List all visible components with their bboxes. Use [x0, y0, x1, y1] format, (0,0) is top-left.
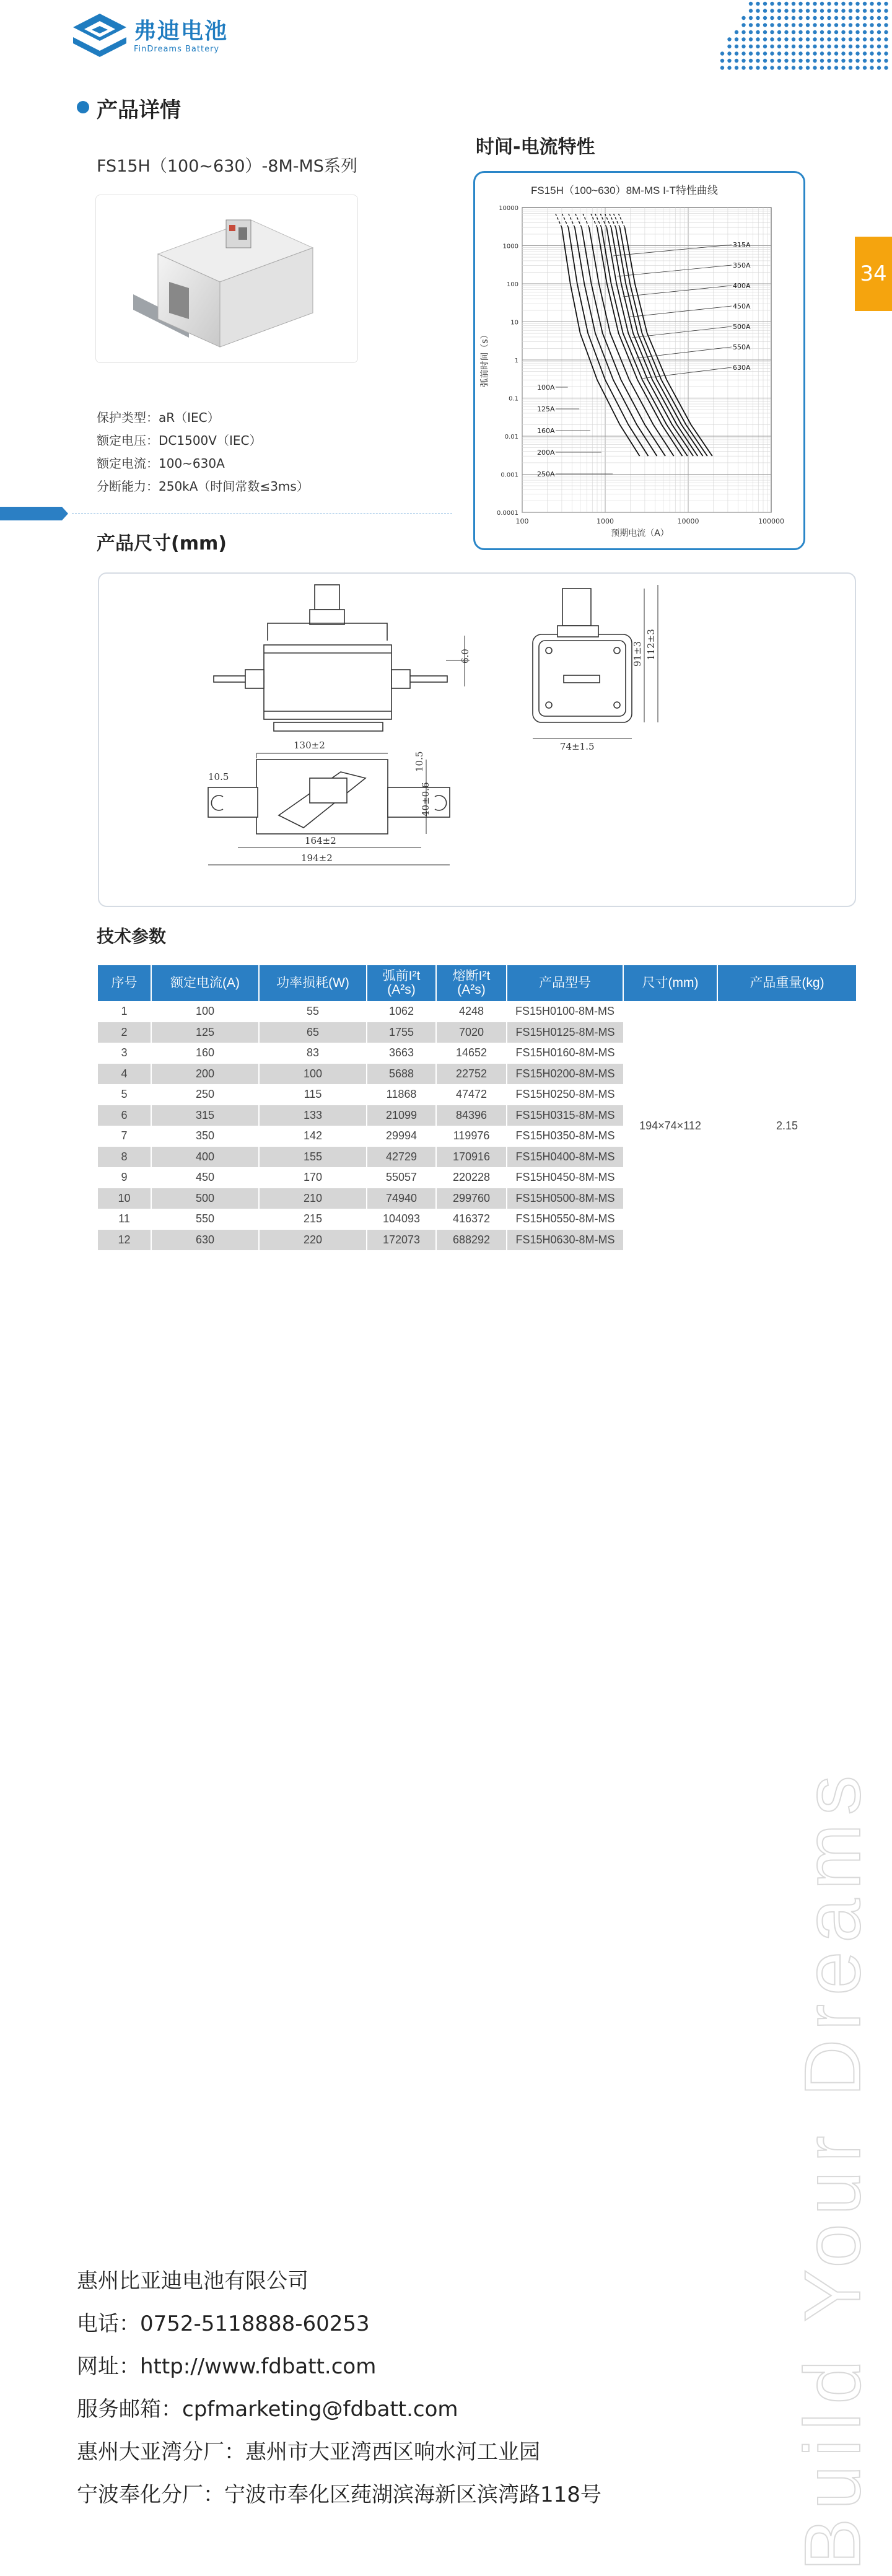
table-cell: 172073 [367, 1230, 436, 1251]
table-cell: 125 [151, 1022, 259, 1043]
header-power-loss: 功率损耗(W) [259, 965, 367, 1001]
x-tick-label: 1000 [597, 517, 614, 525]
table-cell: 4 [98, 1064, 151, 1085]
table-cell-weight: 2.15 [717, 1001, 856, 1250]
table-cell: 14652 [436, 1043, 507, 1064]
table-cell: 9 [98, 1167, 151, 1188]
table-cell: 55057 [367, 1167, 436, 1188]
email-link[interactable]: 服务邮箱：cpfmarketing@fdbatt.com [77, 2397, 458, 2422]
table-cell: 550 [151, 1209, 259, 1230]
dimension-drawing [98, 572, 856, 907]
x-tick-label: 100 [515, 517, 529, 525]
website-link[interactable]: 网址：http://www.fdbatt.com [77, 2354, 377, 2379]
table-cell: 8 [98, 1147, 151, 1168]
table-cell: 84396 [436, 1105, 507, 1126]
brand-name-en: FinDreams Battery [134, 44, 220, 54]
branch-address: 惠州大亚湾分厂：惠州市大亚湾西区响水河工业园 [77, 2440, 540, 2464]
table-cell: 100 [151, 1001, 259, 1022]
detail-heading: 产品详情 [97, 98, 181, 123]
table-cell: 400 [151, 1147, 259, 1168]
table-cell: 2 [98, 1022, 151, 1043]
dimension-label: 40±0.6 [420, 782, 431, 817]
x-tick-label: 100000 [758, 517, 784, 525]
dimension-label: 112±3 [645, 629, 657, 660]
table-heading: 技术参数 [97, 926, 167, 947]
table-cell: 155 [259, 1147, 367, 1168]
dimension-label: 194±2 [301, 852, 333, 864]
y-tick-label: 1 [514, 357, 518, 364]
header-weight: 产品重量(kg) [717, 965, 856, 1001]
y-tick-label: 0.01 [504, 434, 518, 440]
chart-x-axis-label: 预期电流（A） [611, 528, 669, 538]
series-label: 630A [733, 364, 751, 372]
series-label: 500A [733, 323, 751, 331]
table-cell: FS15H0450-8M-MS [515, 1171, 615, 1184]
table-cell: 5688 [367, 1064, 436, 1085]
table-cell: 416372 [436, 1209, 507, 1230]
series-label: 350A [733, 261, 751, 269]
svg-text:Build Your Dreams: Build Your Dreams [789, 1766, 877, 2571]
table-cell: 104093 [367, 1209, 436, 1230]
table-header-row [98, 965, 856, 1001]
series-label: 250A [537, 470, 555, 478]
series-label: 315A [733, 241, 751, 249]
dimension-label: 164±2 [305, 835, 336, 846]
table-cell: 350 [151, 1126, 259, 1147]
series-label: 550A [733, 343, 751, 351]
y-tick-label: 0.1 [509, 395, 518, 403]
table-cell: 42729 [367, 1147, 436, 1168]
series-name: FS15H（100~630）-8M-MS系列 [97, 157, 357, 176]
spec-item: 额定电压：DC1500V（IEC） [97, 433, 262, 448]
series-label: 400A [733, 282, 751, 290]
table-cell: 170916 [436, 1147, 507, 1168]
table-cell: 160 [151, 1043, 259, 1064]
technical-drawing [99, 574, 855, 906]
it-curve-chart [473, 171, 805, 550]
y-tick-label: 10 [510, 319, 518, 326]
table-cell: 4248 [436, 1001, 507, 1022]
header-clearing-i2t: 熔断I²t (A²s) [436, 965, 507, 1001]
branch-address: 宁波奉化分厂：宁波市奉化区莼湖滨海新区滨湾路118号 [77, 2482, 601, 2507]
y-tick-label: 0.001 [501, 471, 518, 479]
table-cell: 55 [259, 1001, 367, 1022]
dimension-label: 6.0 [460, 649, 471, 664]
table-cell: 115 [259, 1084, 367, 1105]
front-view [214, 585, 470, 731]
divider-arrow-icon [0, 507, 68, 520]
table-cell: 450 [151, 1167, 259, 1188]
chart-canvas [475, 173, 803, 548]
decorative-dot-pattern [719, 0, 892, 74]
table-cell: 5 [98, 1084, 151, 1105]
section-bullet-icon [77, 101, 89, 113]
brand-logo [72, 12, 228, 59]
dimension-label: 74±1.5 [560, 741, 595, 752]
dimension-label: 10.5 [414, 751, 425, 772]
table-cell: 11 [98, 1209, 151, 1230]
section-divider [72, 513, 452, 514]
phone-line: 电话：0752-5118888-60253 [77, 2311, 370, 2336]
table-cell: 119976 [436, 1126, 507, 1147]
dimension-label: 130±2 [294, 740, 325, 751]
table-cell: 200 [151, 1064, 259, 1085]
y-tick-label: 100 [506, 281, 518, 288]
table-cell: 21099 [367, 1105, 436, 1126]
slogan-watermark [780, 1301, 880, 2576]
series-label: 200A [537, 449, 555, 457]
table-cell: 3663 [367, 1043, 436, 1064]
y-tick-label: 0.0001 [497, 510, 518, 517]
series-label: 125A [537, 405, 555, 413]
table-cell: 142 [259, 1126, 367, 1147]
header-rated-current: 额定电流(A) [151, 965, 259, 1001]
header-model: 产品型号 [507, 965, 623, 1001]
table-cell: 47472 [436, 1084, 507, 1105]
page-number: 34 [860, 261, 887, 286]
table-cell: 65 [259, 1022, 367, 1043]
table-cell: 220 [259, 1230, 367, 1251]
table-cell: 215 [259, 1209, 367, 1230]
table-cell: 133 [259, 1105, 367, 1126]
header-prearc-i2t: 弧前I²t (A²s) [367, 965, 436, 1001]
table-cell: FS15H0250-8M-MS [515, 1088, 615, 1101]
y-tick-label: 1000 [502, 243, 518, 250]
header-size: 尺寸(mm) [623, 965, 717, 1001]
table-cell: FS15H0550-8M-MS [515, 1212, 615, 1225]
table-cell: FS15H0125-8M-MS [507, 1022, 623, 1043]
table-cell: 1062 [367, 1001, 436, 1022]
dimension-label: 91±3 [632, 641, 643, 667]
spec-item: 分断能力：250kA（时间常数≤3ms） [97, 479, 309, 494]
table-cell: 100 [259, 1064, 367, 1085]
table-cell: FS15H0630-8M-MS [507, 1230, 623, 1251]
spec-item: 额定电流：100~630A [97, 456, 225, 471]
series-label: 100A [537, 383, 555, 392]
table-cell: 10 [98, 1188, 151, 1209]
series-label: 450A [733, 302, 751, 310]
table-cell: 7020 [436, 1022, 507, 1043]
table-cell: FS15H0350-8M-MS [515, 1129, 615, 1142]
table-cell-size: 194×74×112 [623, 1001, 717, 1250]
chart-heading: 时间-电流特性 [476, 136, 595, 158]
series-label: 160A [537, 427, 555, 435]
table-cell: FS15H0160-8M-MS [515, 1046, 615, 1059]
company-name: 惠州比亚迪电池有限公司 [77, 2269, 308, 2293]
table-cell: 299760 [436, 1188, 507, 1209]
chart-title: FS15H（100~630）8M-MS I-T特性曲线 [531, 185, 718, 196]
x-tick-label: 10000 [677, 517, 699, 525]
page-number-tab [855, 237, 892, 311]
table-cell: 1 [98, 1001, 151, 1022]
table-cell: 630 [151, 1230, 259, 1251]
table-cell: 170 [259, 1167, 367, 1188]
table-cell: 250 [151, 1084, 259, 1105]
table-cell: 7 [98, 1126, 151, 1147]
y-tick-label: 10000 [499, 205, 518, 212]
table-cell: 12 [98, 1230, 151, 1251]
chart-y-axis-label: 弧前时间（s） [480, 330, 490, 387]
table-cell: 3 [98, 1043, 151, 1064]
table-cell: FS15H0100-8M-MS [507, 1001, 623, 1022]
contact-info [77, 2260, 601, 2517]
logo-icon [72, 12, 128, 59]
table-cell: 22752 [436, 1064, 507, 1085]
table-cell: 315 [151, 1105, 259, 1126]
table-cell: FS15H0200-8M-MS [507, 1064, 623, 1085]
dimension-label: 10.5 [208, 771, 229, 782]
table-cell: FS15H0500-8M-MS [507, 1188, 623, 1209]
fuse-photo-illustration [96, 195, 359, 364]
product-photo [95, 195, 358, 363]
table-cell: 83 [259, 1043, 367, 1064]
table-cell: 11868 [367, 1084, 436, 1105]
table-cell: 210 [259, 1188, 367, 1209]
header-index: 序号 [98, 965, 151, 1001]
table-cell: 220228 [436, 1167, 507, 1188]
table-cell: 500 [151, 1188, 259, 1209]
table-cell: 6 [98, 1105, 151, 1126]
spec-table [98, 965, 856, 1250]
table-cell: 688292 [436, 1230, 507, 1251]
spec-list [97, 406, 309, 498]
table-cell: FS15H0315-8M-MS [507, 1105, 623, 1126]
table-cell: FS15H0400-8M-MS [507, 1147, 623, 1168]
brand-name-cn: 弗迪电池 [134, 18, 229, 44]
table-cell: 1755 [367, 1022, 436, 1043]
table-row [98, 1001, 856, 1022]
table-cell: 74940 [367, 1188, 436, 1209]
dimension-heading: 产品尺寸(mm) [97, 533, 227, 554]
table-cell: 29994 [367, 1126, 436, 1147]
spec-item: 保护类型：aR（IEC） [97, 410, 220, 425]
